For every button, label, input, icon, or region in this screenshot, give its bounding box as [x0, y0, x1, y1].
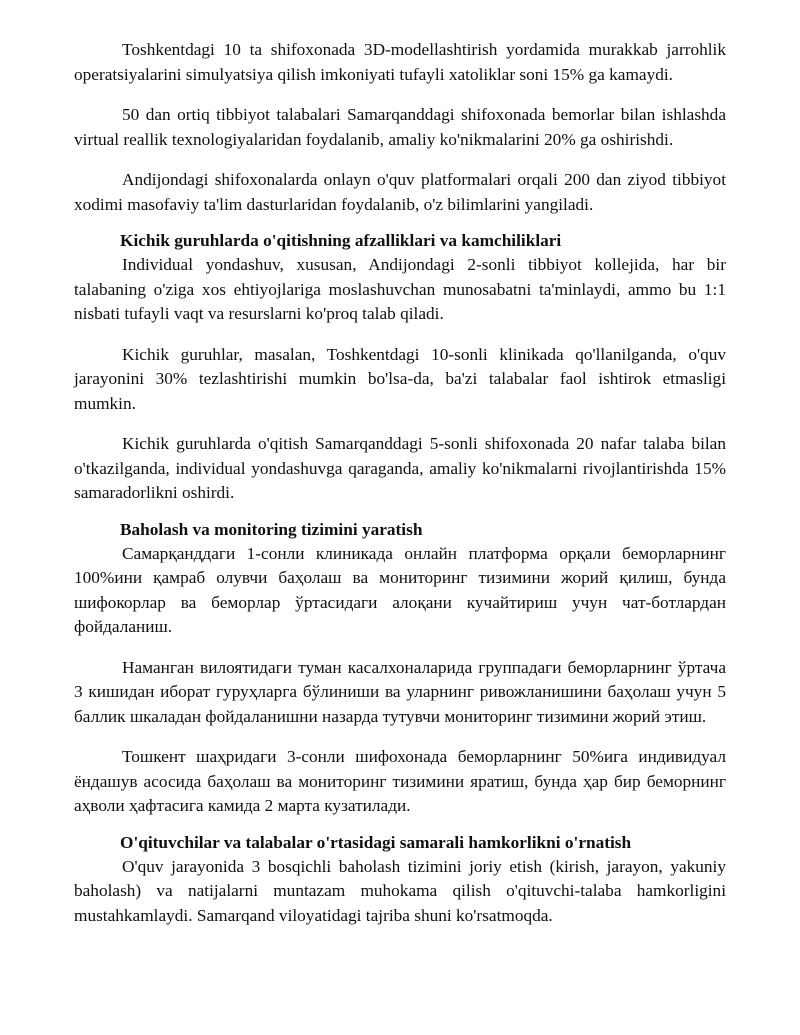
section-assessment	[74, 516, 726, 819]
section-heading: Kichik guruhlarda o'qitishning afzalliklari va kamchiliklari	[120, 231, 562, 250]
paragraph: Toshkentdagi 10 ta shifoxonada 3D-modellashtirish yordamida murakkab jarrohlik operatsiyalarini simulyatsiya qilish imkoniyati tufayli xatoliklar soni 15% ga kamaydi.	[74, 40, 726, 84]
paragraph: Kichik guruhlar, masalan, Toshkentdagi 10-sonli klinikada qo'llanilganda, o'quv jarayonini 30% tezlashtirishi mumkin bo'lsa-da, ba'zi talabalar faol ishtirok etmasligi mumkin.	[74, 344, 726, 413]
section-heading: O'qituvchilar va talabalar o'rtasidagi samarali hamkorlikni o'rnatish	[120, 832, 632, 852]
paragraph: Andijondagi shifoxonalarda onlayn o'quv platformalari orqali 200 dan ziyod tibbiyot xodimi masofaviy ta'lim dasturlaridan foydalanib, o'z bilimlarini yangiladi.	[74, 170, 726, 214]
paragraph: Наманган вилоятидаги туман касалхоналарида группадаги беморларнинг ўртача 3 кишидан иборат гуруҳларга бўлиниши ва уларнинг ривожланишини баҳолаш учун 5 баллик шкаладан фойдаланишни назарда тутувчи мониторинг тизимини жорий этиш.	[74, 657, 726, 726]
section-heading: Baholash va monitoring tizimini yaratish	[120, 519, 423, 539]
paragraph: Individual yondashuv, xususan, Andijondagi 2-sonli tibbiyot kollejida, har bir talabaning o'ziga xos ehtiyojlariga moslashuvchan munosabatni ta'minlaydi, ammo bu 1:1 nisbati tufayli vaqt va resurslarni ko'proq talab qiladi.	[74, 255, 726, 323]
document-page	[74, 38, 726, 944]
paragraph: 50 dan ortiq tibbiyot talabalari Samarqanddagi shifoxonada bemorlar bilan ishlashda virtual reallik texnologiyalaridan foydalanib, amaliy ko'nikmalarini 20% ga oshirishdi.	[74, 105, 726, 149]
paragraph: Kichik guruhlarda o'qitish Samarqanddagi 5-sonli shifoxonada 20 nafar talaba bilan o'tkazilganda, individual yondashuvga qaraganda, amaliy ko'nikmalarni rivojlantirishda 15% samaradorlikni oshirdi.	[74, 434, 726, 502]
paragraph: Самарқанддаги 1-сонли клиникада онлайн платформа орқали беморларнинг 100%ини қамраб олувчи баҳолаш ва мониторинг тизимини жорий қилиш, бунда шифокорлар ва беморлар ўртасидаги алоқани кучайтириш учун чат-ботлардан фойдаланиш.	[74, 543, 726, 636]
section-collaboration	[74, 829, 726, 929]
section-small-groups	[74, 227, 726, 506]
paragraph: Тошкент шаҳридаги 3-сонли шифохонада беморларнинг 50%ига индивидуал ёндашув асосида баҳолаш ва мониторинг тизимини яратиш, бунда ҳар бир беморнинг аҳволи ҳафтасига камида 2 марта кузатилади.	[74, 747, 726, 815]
paragraph: O'quv jarayonida 3 bosqichli baholash tizimini joriy etish (kirish, jarayon, yakuniy baholash) va natijalarni muntazam muhokama qilish o'qituvchi-talaba hamkorligini mustahkamlaydi. Samarqand viloyatidagi tajriba shuni ko'rsatmoqda.	[74, 856, 726, 925]
